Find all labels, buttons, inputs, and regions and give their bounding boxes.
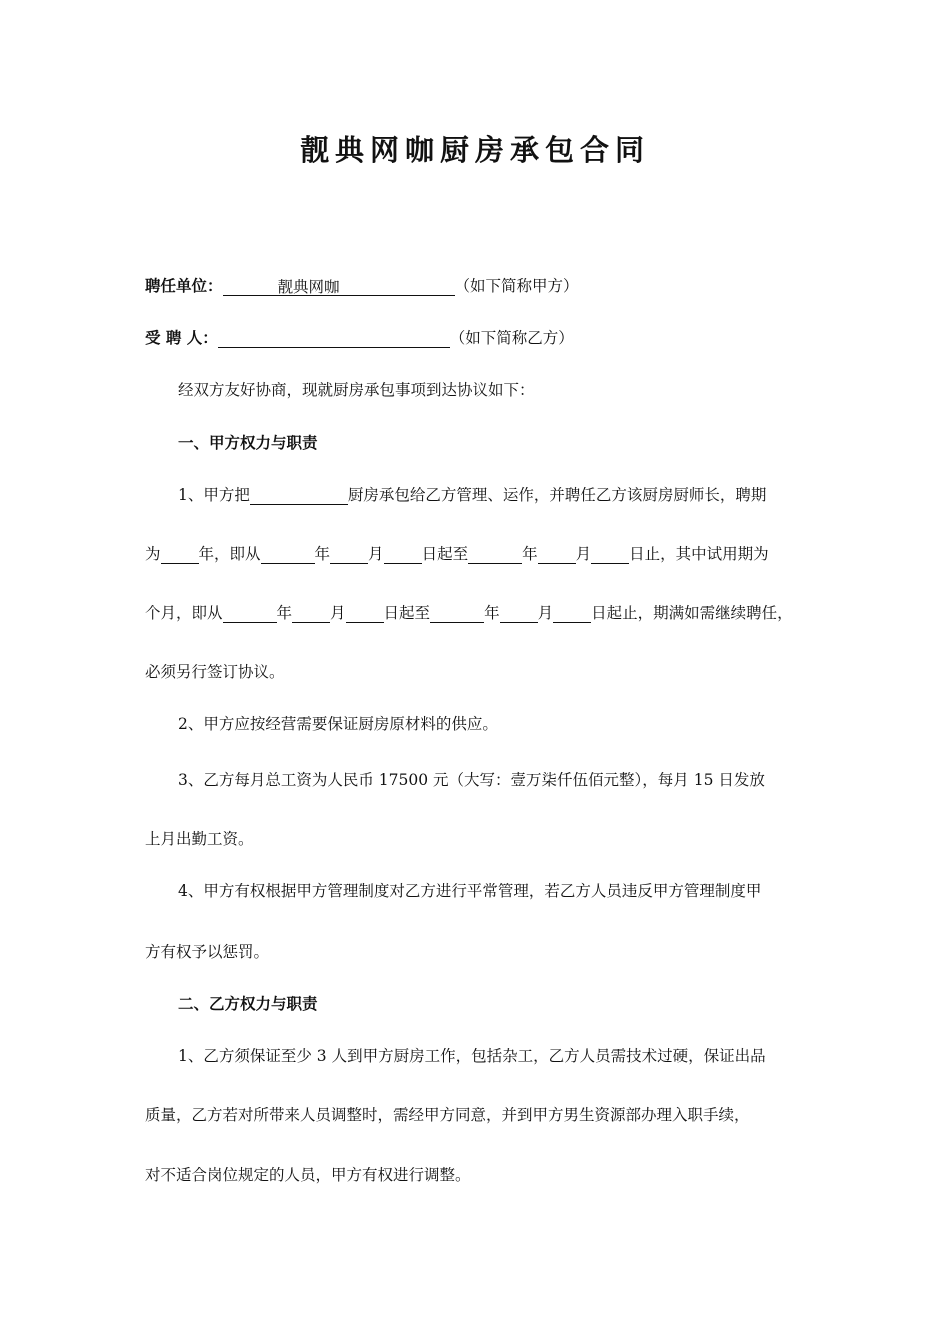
blank-start-month [330, 545, 368, 564]
s1-item1-text: 日止，其中试用期为 [629, 545, 769, 563]
s1-item1-text: 日起至 [383, 604, 431, 622]
s2-item1-line2: 质量，乙方若对所带来人员调整时，需经甲方同意，并到甲方男生资源部办理入职手续， [145, 1106, 750, 1124]
employee-line [145, 328, 810, 348]
s1-item1-text: 1、甲方把 [178, 486, 250, 504]
blank-trial-start-year [223, 604, 277, 623]
s1-item1-text: 年 [314, 545, 331, 563]
s2-item1-line3: 对不适合岗位规定的人员，甲方有权进行调整。 [145, 1166, 471, 1184]
s1-item1-text: 月 [368, 545, 384, 563]
s1-item1-text: 月 [575, 545, 592, 563]
blank-trial-end-year [430, 604, 484, 623]
s2-item1-line1: 1、乙方须保证至少 3 人到甲方厨房工作，包括杂工，乙方人员需技术过硬，保证出品 [178, 1047, 766, 1065]
blank-end-year [468, 545, 522, 564]
s1-item1-line3 [145, 603, 810, 623]
employee-label: 受 聘 人： [145, 328, 218, 347]
section1-heading: 一、甲方权力与职责 [178, 433, 318, 452]
blank-start-year [261, 545, 315, 564]
employer-value-text: 靓典网咖 [277, 278, 340, 296]
s1-item4-line2: 方有权予以惩罚。 [145, 943, 270, 961]
document-title: 靓典网咖厨房承包合同 [299, 133, 650, 167]
s1-item2: 2、甲方应按经营需要保证厨房原材料的供应。 [178, 715, 498, 733]
blank-end-month [538, 545, 576, 564]
blank-trial-start-month [292, 604, 330, 623]
s1-item1-text: 年 [484, 604, 500, 622]
s1-item1-text: 年 [276, 604, 293, 622]
s1-item3-line1: 3、乙方每月总工资为人民币 17500 元（大写：壹万柒仟伍佰元整），每月 15 日发放 [178, 771, 765, 789]
blank-kitchen [250, 486, 348, 505]
s1-item1-line2 [145, 544, 810, 564]
blank-trial-end-month [500, 604, 538, 623]
blank-end-day [591, 545, 629, 564]
s1-item3-line2: 上月出勤工资。 [145, 830, 254, 848]
s1-item4-line1: 4、甲方有权根据甲方管理制度对乙方进行平常管理，若乙方人员违反甲方管理制度甲 [178, 882, 762, 900]
s1-item1-text: 为 [145, 545, 161, 563]
blank-start-day [384, 545, 422, 564]
blank-trial-start-day [346, 604, 384, 623]
s1-item1-text: 日起至 [421, 545, 469, 563]
employer-value [223, 277, 455, 296]
s1-item1-line1 [178, 485, 843, 505]
s1-item1-text: 年，即从 [198, 545, 261, 563]
employer-line [145, 276, 810, 296]
blank-years [161, 545, 199, 564]
employee-value [218, 329, 450, 348]
blank-trial-end-day [553, 604, 591, 623]
s1-item1-text: 日起止，期满如需继续聘任， [591, 604, 793, 622]
s1-item1-text: 个月，即从 [145, 604, 223, 622]
intro-paragraph: 经双方友好协商，现就厨房承包事项到达协议如下： [178, 381, 535, 399]
s1-item1-text: 厨房承包给乙方管理、运作，并聘任乙方该厨房厨师长，聘期 [347, 486, 767, 504]
s1-item1-text: 月 [330, 604, 346, 622]
employer-label: 聘任单位： [145, 276, 223, 295]
employee-note: （如下简称乙方） [449, 329, 574, 347]
employer-note: （如下简称甲方） [454, 277, 579, 295]
s1-item1-text: 年 [522, 545, 538, 563]
s1-item1-text: 月 [537, 604, 554, 622]
section2-heading: 二、乙方权力与职责 [178, 994, 318, 1013]
s1-item1-line4: 必须另行签订协议。 [145, 663, 285, 681]
